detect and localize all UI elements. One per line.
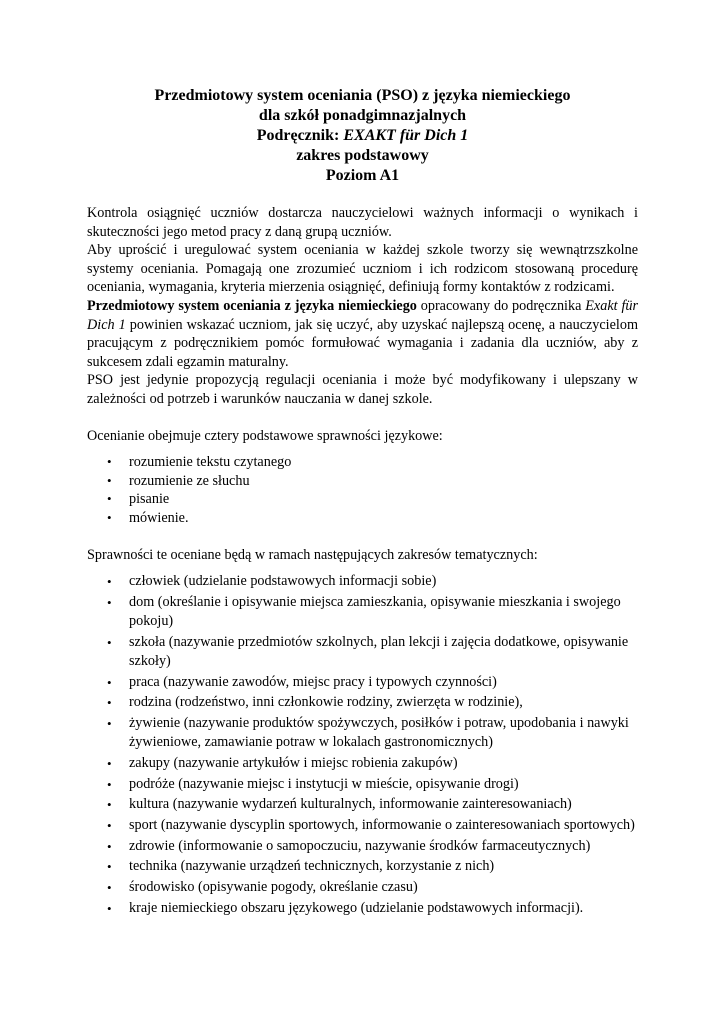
bullet-icon: • bbox=[107, 755, 112, 771]
list-item-text: zakupy (nazywanie artykułów i miejsc robienia zakupów) bbox=[129, 754, 458, 771]
list-item bbox=[87, 593, 638, 631]
skills-list bbox=[87, 453, 638, 527]
list-item-text: kultura (nazywanie wydarzeń kulturalnych, informowanie zainteresowaniach) bbox=[129, 796, 572, 813]
title-book-name: EXAKT für Dich 1 bbox=[343, 127, 469, 144]
list-item bbox=[87, 453, 638, 472]
intro-section bbox=[87, 204, 638, 409]
list-item bbox=[87, 509, 638, 528]
list-item bbox=[87, 633, 638, 671]
list-item-text: podróże (nazywanie miejsc i instytucji w mieście, opisywanie drogi) bbox=[129, 775, 519, 792]
list-item-text: dom (określanie i opisywanie miejsca zamieszkania, opisywanie mieszkania i swojego pokoju) bbox=[129, 593, 621, 629]
bullet-icon: • bbox=[107, 509, 112, 525]
topics-heading: Sprawności te oceniane będą w ramach następujących zakresów tematycznych: bbox=[87, 546, 538, 563]
bullet-icon: • bbox=[107, 900, 112, 916]
bullet-icon: • bbox=[107, 454, 112, 470]
title-line-4: zakres podstawowy bbox=[296, 147, 429, 164]
list-item-text: zdrowie (informowanie o samopoczuciu, nazywanie środków farmaceutycznych) bbox=[129, 837, 591, 854]
bullet-icon: • bbox=[107, 574, 112, 590]
bullet-icon: • bbox=[107, 818, 112, 834]
list-item bbox=[87, 714, 638, 752]
list-item-text: pisanie bbox=[129, 491, 170, 508]
list-item-text: żywienie (nazywanie produktów spożywczych, posiłków i potraw, upodobania i nawyki żywieniowe, zamawianie potraw w lokalach gastronomicznych) bbox=[129, 715, 629, 751]
bullet-icon: • bbox=[107, 797, 112, 813]
bullet-icon: • bbox=[107, 594, 112, 610]
title-line-1: Przedmiotowy system oceniania (PSO) z języka niemieckiego bbox=[154, 87, 571, 104]
list-item bbox=[87, 837, 638, 856]
list-item-text: rodzina (rodzeństwo, inni członkowie rodziny, zwierzęta w rodzinie), bbox=[129, 694, 523, 711]
title-line-2: dla szkół ponadgimnazjalnych bbox=[258, 107, 467, 124]
list-item bbox=[87, 878, 638, 897]
list-item bbox=[87, 795, 638, 814]
topics-list bbox=[87, 572, 638, 918]
list-item bbox=[87, 899, 638, 918]
list-item bbox=[87, 816, 638, 835]
list-item bbox=[87, 472, 638, 491]
bullet-icon: • bbox=[107, 776, 112, 792]
bullet-icon: • bbox=[107, 634, 112, 650]
list-item-text: rozumienie ze słuchu bbox=[129, 472, 250, 489]
bullet-icon: • bbox=[107, 838, 112, 854]
list-item-text: sport (nazywanie dyscyplin sportowych, informowanie o zainteresowaniach sportowych) bbox=[129, 817, 635, 834]
title-line-5: Poziom A1 bbox=[325, 167, 400, 184]
bullet-icon: • bbox=[107, 716, 112, 732]
intro-paragraph-1: Kontrola osiągnięć uczniów dostarcza nauczycielowi ważnych informacji o wynikach i skuteczności jego metod pracy z daną grupą uczniów. bbox=[87, 205, 638, 240]
list-item-text: technika (nazywanie urządzeń technicznych, korzystanie z nich) bbox=[129, 858, 495, 875]
bullet-icon: • bbox=[107, 674, 112, 690]
bullet-icon: • bbox=[107, 880, 112, 896]
document-title bbox=[87, 86, 638, 186]
list-item-text: środowisko (opisywanie pogody, określanie czasu) bbox=[129, 879, 418, 896]
list-item bbox=[87, 490, 638, 509]
list-item bbox=[87, 857, 638, 876]
intro-bold-phrase: Przedmiotowy system oceniania z języka niemieckiego bbox=[87, 297, 417, 314]
list-item-text: człowiek (udzielanie podstawowych informacji sobie) bbox=[129, 573, 437, 590]
skills-heading: Ocenianie obejmuje cztery podstawowe sprawności językowe: bbox=[87, 427, 443, 444]
list-item bbox=[87, 673, 638, 692]
list-item bbox=[87, 775, 638, 794]
intro-paragraph-4: PSO jest jedynie propozycją regulacji oceniania i może być modyfikowany i ulepszany w zależności od potrzeb i warunków nauczania w danej szkole. bbox=[87, 372, 638, 407]
list-item-text: praca (nazywanie zawodów, miejsc pracy i typowych czynności) bbox=[129, 673, 497, 690]
bullet-icon: • bbox=[107, 859, 112, 875]
list-item-text: szkoła (nazywanie przedmiotów szkolnych, plan lekcji i zajęcia dodatkowe, opisywanie szkoły) bbox=[129, 633, 629, 669]
intro-paragraph-3 bbox=[87, 297, 638, 371]
intro-paragraph-2: Aby uprościć i uregulować system oceniania w każdej szkole tworzy się wewnątrzszkolne systemy oceniania. Pomagają one zrozumieć uczniom i ich rodzicom stosowaną procedurę oceniania, wymagania, kryteria mierzenia osiągnięć, definiują formy kontaktów z rodzicami. bbox=[87, 242, 638, 296]
intro-book-name: Exakt für Dich 1 bbox=[87, 297, 638, 333]
title-line-3 bbox=[87, 126, 638, 146]
bullet-icon: • bbox=[107, 695, 112, 711]
list-item-text: rozumienie tekstu czytanego bbox=[129, 454, 292, 471]
list-item-text: mówienie. bbox=[129, 509, 189, 526]
title-line-3-prefix: Podręcznik: bbox=[256, 127, 344, 144]
list-item bbox=[87, 572, 638, 591]
intro-p3-rest: powinien wskazać uczniom, jak się uczyć, aby uzyskać najlepszą ocenę, a nauczycielom pracującym z podręcznikiem pomóc formułować wymagania i zadania dla uczniów, aby z sukcesem zdali egzamin maturalny. bbox=[87, 316, 638, 370]
list-item bbox=[87, 693, 638, 712]
bullet-icon: • bbox=[107, 491, 112, 507]
list-item-text: kraje niemieckiego obszaru językowego (udzielanie podstawowych informacji). bbox=[129, 899, 584, 916]
bullet-icon: • bbox=[107, 472, 112, 488]
list-item bbox=[87, 754, 638, 773]
intro-p3-mid: opracowany do podręcznika bbox=[416, 297, 586, 314]
